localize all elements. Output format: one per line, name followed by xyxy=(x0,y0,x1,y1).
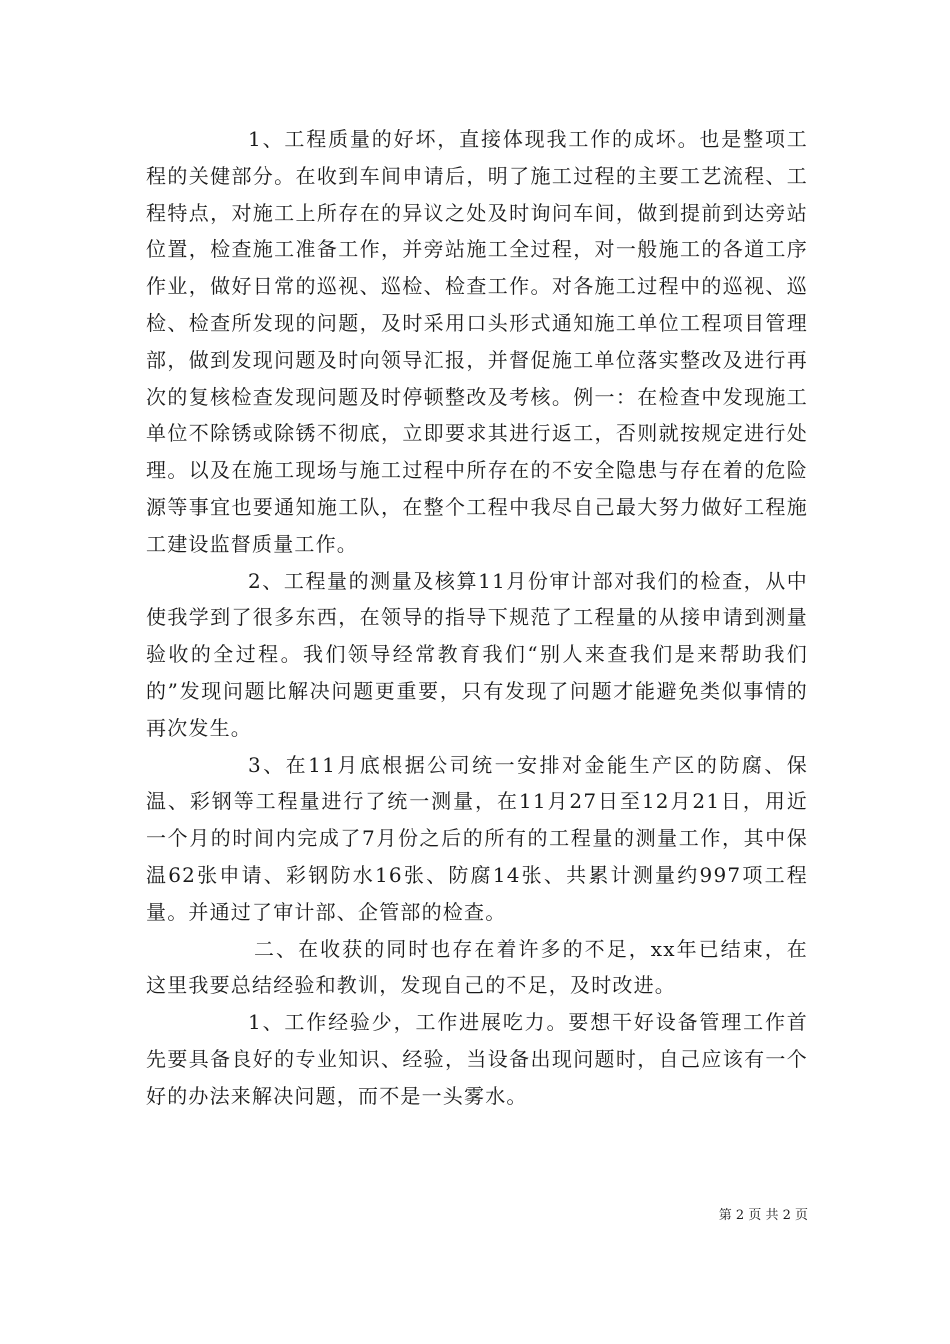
paragraph-shortcomings-heading: 二、在收获的同时也存在着许多的不足，xx年已结束，在这里我要总结经验和教训，发现自己的不足，及时改进。 xyxy=(146,936,808,998)
paragraph-lack-of-experience: 1、工作经验少，工作进展吃力。要想干好设备管理工作首先要具备良好的专业知识、经验，当设备出现问题时，自己应该有一个好的办法来解决问题，而不是一头雾水。 xyxy=(146,1010,808,1108)
paragraph-work-quality: 1、工程质量的好坏，直接体现我工作的成坏。也是整项工程的关健部分。在收到车间申请后，明了施工过程的主要工艺流程、工程特点，对施工上所存在的异议之处及时询问车间，做到提前到达旁站位置，检查施工准备工作，并旁站施工全过程，对一般施工的各道工序作业，做好日常的巡视、巡检、检查工作。对各施工过程中的巡视、巡检、检查所发现的问题，及时采用口头形式通知施工单位工程项目管理部，做到发现问题及时向领导汇报，并督促施工单位落实整改及进行再次的复核检查发现问题及时停顿整改及考核。例一：在检查中发现施工单位不除锈或除锈不彻底，立即要求其进行返工，否则就按规定进行处理。以及在施工现场与施工过程中所存在的不安全隐患与存在着的危险源等事宜也要通知施工队，在整个工程中我尽自己最大努力做好工程施工建设监督质量工作。 xyxy=(146,127,808,556)
paragraph-november-survey: 3、在11月底根据公司统一安排对金能生产区的防腐、保温、彩钢等工程量进行了统一测量，在11月27日至12月21日，用近一个月的时间内完成了7月份之后的所有的工程量的测量工作，其中保温62张申请、彩钢防水16张、防腐14张、共累计测量约997项工程量。并通过了审计部、企管部的检查。 xyxy=(146,752,808,924)
page-number-footer: 第 2 页 共 2 页 xyxy=(718,1208,808,1223)
paragraph-quantity-measurement: 2、工程量的测量及核算11月份审计部对我们的检查，从中使我学到了很多东西，在领导的指导下规范了工程量的从接申请到测量验收的全过程。我们领导经常教育我们“别人来查我们是来帮助我们的”发现问题比解决问题更重要，只有发现了问题才能避免类似事情的再次发生。 xyxy=(146,568,808,740)
document-body xyxy=(146,121,808,1115)
